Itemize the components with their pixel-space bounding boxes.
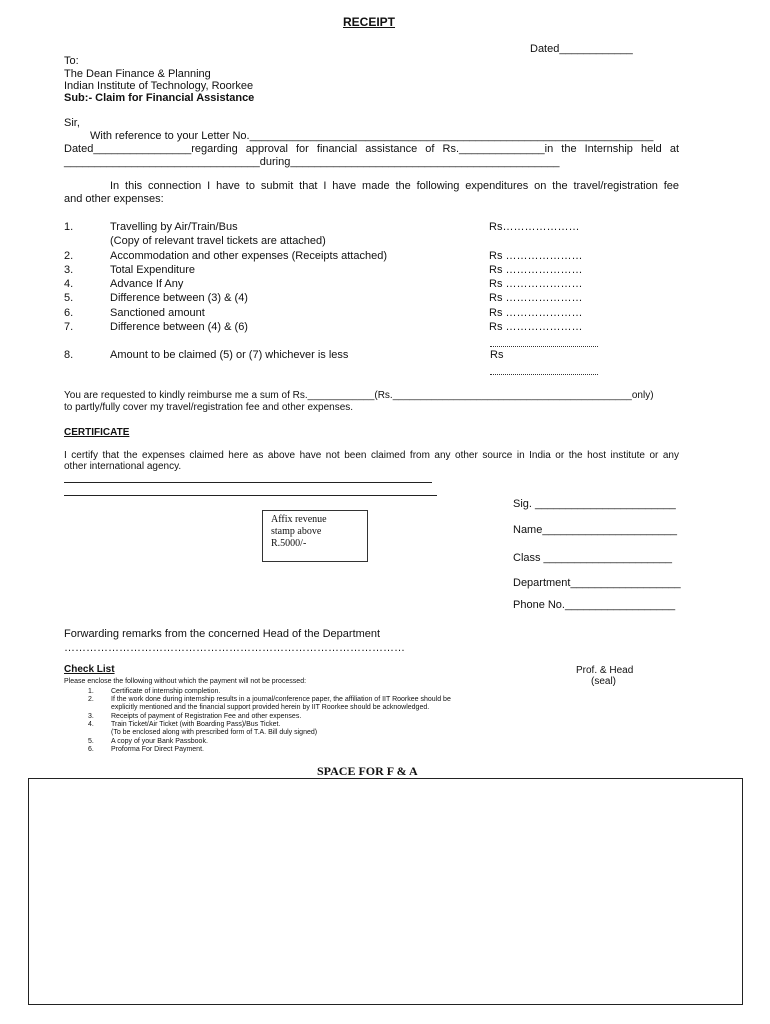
name-field[interactable]: Name______________________: [513, 524, 677, 536]
phone-field[interactable]: Phone No.__________________: [513, 599, 676, 611]
address-line2: Indian Institute of Technology, Roorkee: [64, 80, 254, 92]
claim-num: 8.: [64, 349, 74, 361]
prof-head-label: Prof. & Head: [576, 665, 634, 676]
checklist-item-text: (To be enclosed along with prescribed form of T.A. Bill duly signed): [111, 729, 318, 736]
checklist-item-text: Proforma For Direct Payment.: [111, 746, 204, 753]
expense-amount[interactable]: Rs …………………: [489, 264, 583, 276]
expense-label: Total Expenditure: [110, 264, 195, 276]
checklist-item-text: explicitly mentioned and the financial support provided herein by IIT Roorkee should be acknowledged.: [111, 704, 430, 711]
expense-amount[interactable]: Rs…………………: [489, 221, 580, 233]
expense-num: 7.: [64, 321, 74, 333]
salutation: Sir,: [64, 117, 80, 129]
expense-num: 4.: [64, 278, 74, 290]
paragraph-line-2: and other expenses:: [64, 193, 164, 205]
checklist-item-num: 3.: [88, 713, 94, 720]
stamp-line-3: R.5000/-: [271, 538, 307, 549]
certificate-blank-line-1[interactable]: [64, 482, 432, 483]
expense-num: 1.: [64, 221, 74, 233]
class-field[interactable]: Class _____________________: [513, 552, 673, 564]
expense-amount[interactable]: Rs …………………: [489, 292, 583, 304]
certificate-heading: CERTIFICATE: [64, 427, 130, 438]
seal-label: (seal): [591, 676, 617, 687]
revenue-stamp-box: [262, 510, 368, 562]
address-to: To:: [64, 55, 79, 67]
checklist-item-num: 2.: [88, 696, 94, 703]
claim-label: Amount to be claimed (5) or (7) whichever is less: [110, 349, 349, 361]
checklist-heading: Check List: [64, 664, 115, 675]
checklist-item-text: Receipts of payment of Registration Fee and other expenses.: [111, 713, 302, 720]
expense-num: 2.: [64, 250, 74, 262]
checklist-intro: Please enclose the following without which the payment will not be processed:: [64, 678, 307, 685]
expense-amount[interactable]: Rs …………………: [489, 250, 583, 262]
dated-field[interactable]: Dated____________: [530, 43, 633, 55]
expense-num: 3.: [64, 264, 74, 276]
expense-amount[interactable]: Rs …………………: [489, 321, 583, 333]
signature-field[interactable]: Sig. _______________________: [513, 498, 676, 510]
certificate-line-1: I certify that the expenses claimed here as above have not been claimed from any other source in India or the host institute or any: [64, 450, 679, 461]
expense-label: Advance If Any: [110, 278, 184, 290]
expense-label: Sanctioned amount: [110, 307, 205, 319]
paragraph-line-1: In this connection I have to submit that I have made the following expenditures on the travel/registration fee: [110, 180, 679, 192]
expense-label: Travelling by Air/Train/Bus: [110, 221, 238, 233]
subject-line: Sub:- Claim for Financial Assistance: [64, 92, 255, 104]
expense-amount[interactable]: Rs …………………: [489, 278, 583, 290]
checklist-item-num: 6.: [88, 746, 94, 753]
stamp-line-1: Affix revenue: [271, 514, 327, 525]
reimburse-line-1[interactable]: You are requested to kindly reimburse me a sum of Rs.____________(Rs.___________________________________________only): [64, 390, 654, 401]
expense-label: Difference between (3) & (4): [110, 292, 248, 304]
checklist-item-num: 5.: [88, 738, 94, 745]
reference-line-2[interactable]: Dated________________regarding approval for financial assistance of Rs.______________in the Internship held at: [64, 143, 679, 155]
expense-num: 6.: [64, 307, 74, 319]
checklist-item-text: Certificate of internship completion.: [111, 688, 221, 695]
checklist-item-num: 4.: [88, 721, 94, 728]
claim-amount[interactable]: Rs: [490, 349, 504, 361]
fa-space-box[interactable]: [28, 778, 743, 1005]
checklist-item-num: 1.: [88, 688, 94, 695]
total-divider: [490, 346, 598, 347]
expense-amount[interactable]: Rs …………………: [489, 307, 583, 319]
reference-line-1[interactable]: With reference to your Letter No.__________________________________________________________________: [90, 130, 654, 142]
stamp-line-2: stamp above: [271, 526, 322, 537]
expense-label: (Copy of relevant travel tickets are attached): [110, 235, 326, 247]
certificate-line-2: other international agency.: [64, 461, 182, 472]
checklist-item-text: Train Ticket/Air Ticket (with Boarding Pass)/Bus Ticket.: [111, 721, 281, 728]
forwarding-remarks-field[interactable]: …………………………………………………………………………………: [64, 642, 405, 654]
reimburse-line-2: to partly/fully cover my travel/registration fee and other expenses.: [64, 402, 354, 413]
claim-underline: [490, 374, 598, 375]
checklist-item-text: A copy of your Bank Passbook.: [111, 738, 208, 745]
expense-label: Accommodation and other expenses (Receipts attached): [110, 250, 387, 262]
forwarding-label: Forwarding remarks from the concerned Head of the Department: [64, 628, 381, 640]
checklist-item-text: If the work done during internship results in a journal/conference paper, the affiliation of IIT Roorkee should be: [111, 696, 451, 703]
certificate-blank-line-2[interactable]: [64, 495, 437, 496]
reference-line-3[interactable]: ________________________________during____________________________________________: [64, 156, 560, 168]
address-line1: The Dean Finance & Planning: [64, 68, 211, 80]
expense-label: Difference between (4) & (6): [110, 321, 248, 333]
expense-num: 5.: [64, 292, 74, 304]
department-field[interactable]: Department__________________: [513, 577, 681, 589]
document-title: RECEIPT: [343, 15, 396, 29]
fa-section-title: SPACE FOR F & A: [317, 764, 418, 778]
